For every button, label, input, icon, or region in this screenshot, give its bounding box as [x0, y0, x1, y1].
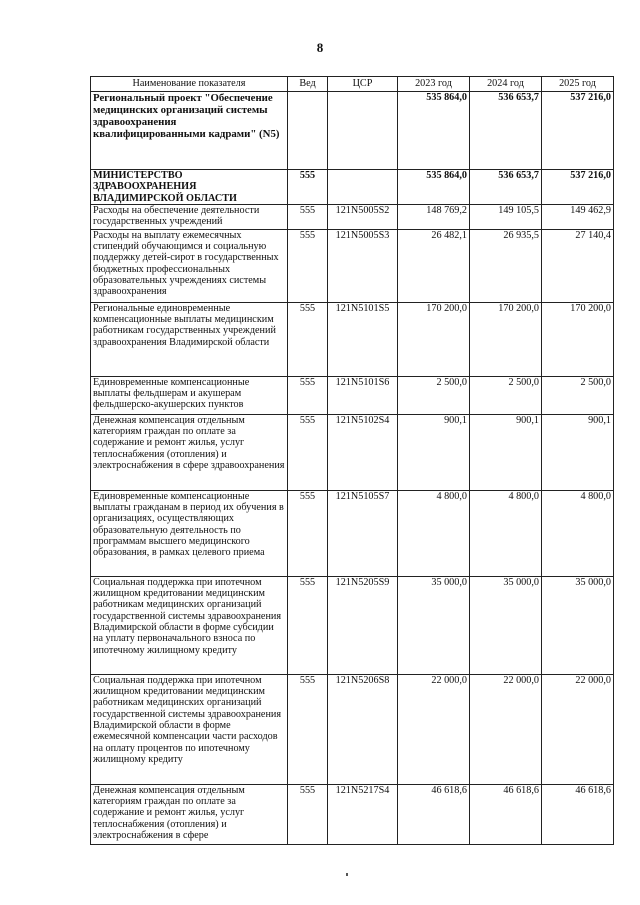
row-2025: 170 200,0 — [542, 302, 614, 376]
table-row — [91, 674, 614, 784]
row-2025: 2 500,0 — [542, 376, 614, 414]
row-2024: 26 935,5 — [470, 229, 542, 302]
row-2024: 22 000,0 — [470, 674, 542, 784]
row-2025: 900,1 — [542, 414, 614, 490]
row-csr — [328, 170, 398, 205]
row-2024: 536 653,7 — [470, 170, 542, 205]
table-row — [91, 414, 614, 490]
row-ved: 555 — [288, 376, 328, 414]
row-csr: 121N5205S9 — [328, 576, 398, 674]
table-row — [91, 576, 614, 674]
table-row — [91, 302, 614, 376]
row-ved — [288, 92, 328, 170]
row-name: Региональный проект "Обеспечение медицинских организаций системы здравоохранения квалифицированными кадрами" (N5) — [91, 92, 288, 170]
table-row-ministry — [91, 170, 614, 205]
row-csr: 121N5005S2 — [328, 204, 398, 229]
row-name: Денежная компенсация отдельным категориям граждан по оплате за содержание и ремонт жилья, услуг теплоснабжения (отопления) и электроснабжения в сфере — [91, 784, 288, 844]
row-csr: 121N5101S5 — [328, 302, 398, 376]
scan-artifact-mark — [346, 873, 348, 876]
table-row — [91, 229, 614, 302]
row-2023: 170 200,0 — [398, 302, 470, 376]
row-csr: 121N5102S4 — [328, 414, 398, 490]
row-2024: 170 200,0 — [470, 302, 542, 376]
row-2023: 22 000,0 — [398, 674, 470, 784]
table-row — [91, 784, 614, 844]
row-csr: 121N5217S4 — [328, 784, 398, 844]
row-ved: 555 — [288, 229, 328, 302]
row-name: Расходы на выплату ежемесячных стипендий обучающимся и социальную поддержку детей-сирот в государственных бюджетных профессиональных образовательных учреждениях системы здравоохранения — [91, 229, 288, 302]
row-2025: 4 800,0 — [542, 490, 614, 576]
row-2024: 149 105,5 — [470, 204, 542, 229]
row-ved: 555 — [288, 170, 328, 205]
row-csr: 121N5105S7 — [328, 490, 398, 576]
row-2023: 148 769,2 — [398, 204, 470, 229]
row-2023: 46 618,6 — [398, 784, 470, 844]
row-csr: 121N5206S8 — [328, 674, 398, 784]
budget-table — [90, 76, 614, 845]
row-2024: 35 000,0 — [470, 576, 542, 674]
table-row — [91, 376, 614, 414]
row-name: Региональные единовременные компенсационные выплаты медицинским работникам государственных учреждений здравоохранения Владимирской области — [91, 302, 288, 376]
header-2024: 2024 год — [470, 77, 542, 92]
row-2025: 46 618,6 — [542, 784, 614, 844]
row-2024: 536 653,7 — [470, 92, 542, 170]
row-ved: 555 — [288, 204, 328, 229]
row-ved: 555 — [288, 674, 328, 784]
row-name: Денежная компенсация отдельным категориям граждан по оплате за содержание и ремонт жилья, услуг теплоснабжения (отопления) и электроснабжения в сфере здравоохранения — [91, 414, 288, 490]
row-name: Единовременные компенсационные выплаты гражданам в период их обучения в организациях, осуществляющих образовательную деятельность по программам высшего медицинского образования, в рамках целевого приема — [91, 490, 288, 576]
table-row-project — [91, 92, 614, 170]
row-ved: 555 — [288, 576, 328, 674]
row-ved: 555 — [288, 302, 328, 376]
row-name: Единовременные компенсационные выплаты фельдшерам и акушерам фельдшерско-акушерских пунктов — [91, 376, 288, 414]
header-2025: 2025 год — [542, 77, 614, 92]
row-2025: 22 000,0 — [542, 674, 614, 784]
row-2023: 535 864,0 — [398, 170, 470, 205]
row-2024: 2 500,0 — [470, 376, 542, 414]
row-2024: 46 618,6 — [470, 784, 542, 844]
row-csr: 121N5005S3 — [328, 229, 398, 302]
row-name: Социальная поддержка при ипотечном жилищном кредитовании медицинским работникам медицинских организаций государственной системы здравоохранения Владимирской области в форме субсидии на уплату первоначального взноса по ипотечному жилищному кредиту — [91, 576, 288, 674]
row-ved: 555 — [288, 490, 328, 576]
row-name: Расходы на обеспечение деятельности государственных учреждений — [91, 204, 288, 229]
row-2023: 535 864,0 — [398, 92, 470, 170]
table-row — [91, 490, 614, 576]
row-2023: 35 000,0 — [398, 576, 470, 674]
header-name: Наименование показателя — [91, 77, 288, 92]
row-2025: 35 000,0 — [542, 576, 614, 674]
page-number: 8 — [316, 40, 324, 55]
table-row — [91, 204, 614, 229]
row-csr — [328, 92, 398, 170]
row-2025: 537 216,0 — [542, 170, 614, 205]
row-name: МИНИСТЕРСТВО ЗДРАВООХРАНЕНИЯ ВЛАДИМИРСКОЙ ОБЛАСТИ — [91, 170, 288, 205]
row-2024: 900,1 — [470, 414, 542, 490]
row-2023: 2 500,0 — [398, 376, 470, 414]
row-ved: 555 — [288, 784, 328, 844]
table-header-row — [91, 77, 614, 92]
row-2023: 26 482,1 — [398, 229, 470, 302]
row-ved: 555 — [288, 414, 328, 490]
row-csr: 121N5101S6 — [328, 376, 398, 414]
row-name: Социальная поддержка при ипотечном жилищном кредитовании медицинским работникам медицинских организаций государственной системы здравоохранения Владимирской области в форме ежемесячной компенсации части расходов на оплату процентов по ипотечному жилищному кредиту — [91, 674, 288, 784]
row-2025: 537 216,0 — [542, 92, 614, 170]
header-ved: Вед — [288, 77, 328, 92]
header-csr: ЦСР — [328, 77, 398, 92]
header-2023: 2023 год — [398, 77, 470, 92]
row-2023: 4 800,0 — [398, 490, 470, 576]
row-2024: 4 800,0 — [470, 490, 542, 576]
row-2023: 900,1 — [398, 414, 470, 490]
row-2025: 27 140,4 — [542, 229, 614, 302]
row-2025: 149 462,9 — [542, 204, 614, 229]
